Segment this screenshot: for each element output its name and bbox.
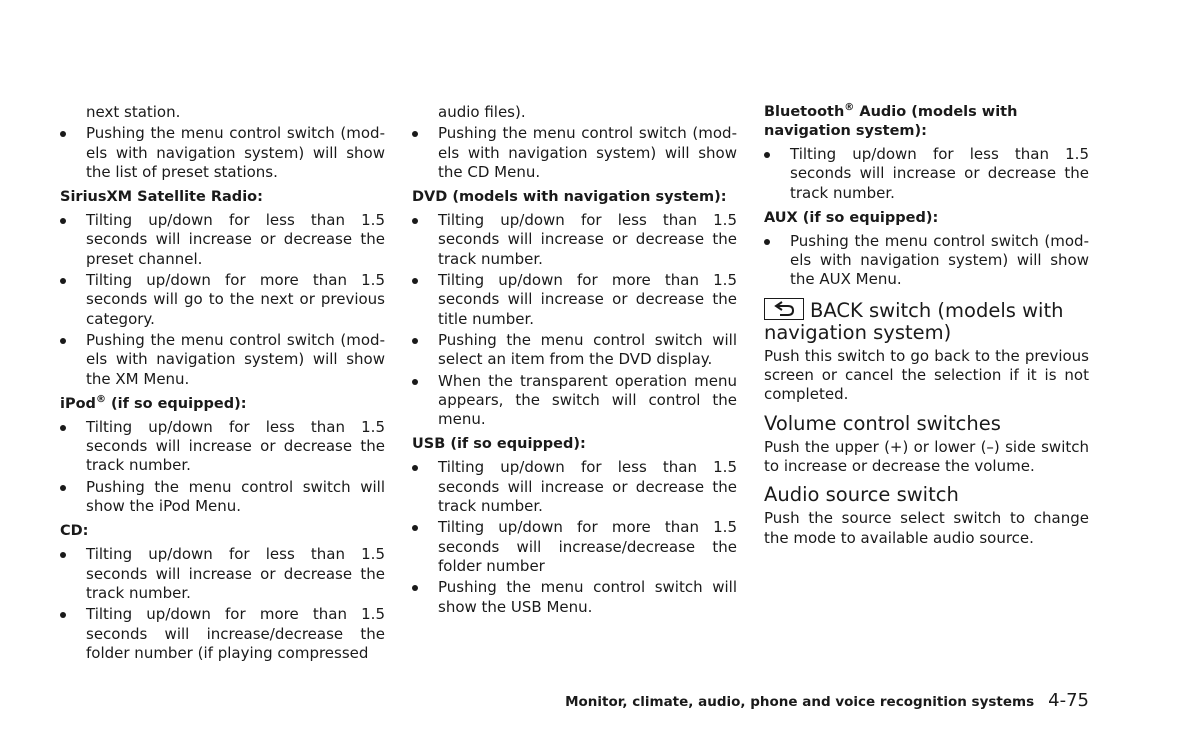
list-item: Pushing the menu control switch (mod- els with navigation system) will show the XM Menu. — [60, 331, 385, 389]
bullet-icon — [412, 465, 418, 471]
page-footer — [565, 690, 1089, 711]
bullet-icon — [764, 152, 770, 158]
back-switch-text: Push this switch to go back to the previous screen or cancel the selection if it is not completed. — [764, 346, 1089, 404]
continued-text: audio files). — [438, 103, 526, 121]
section-heading-usb: USB (if so equipped): — [412, 436, 586, 453]
bullet-icon — [412, 379, 418, 385]
bullet-icon — [60, 485, 66, 491]
bullet-icon — [764, 239, 770, 245]
section-heading-cd: CD: — [60, 523, 89, 540]
bullet-icon — [412, 525, 418, 531]
section-heading-ipod: iPod® (if so equipped): — [60, 394, 247, 412]
volume-text: Push the upper (+) or lower (–) side switch to increase or decrease the volume. — [764, 437, 1089, 475]
continued-text: next station. — [86, 103, 181, 121]
page-number: 4-75 — [1048, 690, 1089, 711]
list-item: Pushing the menu control switch (mod- els with navigation system) will show the list of preset stations. — [60, 124, 385, 182]
list-item: Tilting up/down for less than 1.5 seconds will increase or decrease the track number. — [60, 545, 385, 603]
back-arrow-icon — [764, 298, 804, 320]
list-item: Pushing the menu control switch will show the USB Menu. — [412, 578, 737, 617]
bullet-icon — [60, 218, 66, 224]
list-item: Tilting up/down for less than 1.5 seconds will increase or decrease the track number. — [60, 418, 385, 476]
list-item: Pushing the menu control switch (mod- els with navigation system) will show the AUX Menu. — [764, 232, 1089, 290]
section-heading-bluetooth: Bluetooth® Audio (models with navigation system): — [764, 102, 1018, 139]
section-heading-siriusxm: SiriusXM Satellite Radio: — [60, 189, 263, 206]
list-item: Pushing the menu control switch (mod- els with navigation system) will show the CD Menu. — [412, 124, 737, 182]
list-item: Tilting up/down for more than 1.5 seconds will increase or decrease the title number. — [412, 271, 737, 329]
list-item: Tilting up/down for less than 1.5 seconds will increase or decrease the preset channel. — [60, 211, 385, 269]
back-switch-heading: BACK switch (models with navigation system) — [764, 298, 1064, 344]
section-heading-dvd: DVD (models with navigation system): — [412, 189, 727, 206]
list-item: Tilting up/down for more than 1.5 seconds will increase/decrease the folder number (if playing compressed — [60, 605, 385, 663]
bullet-icon — [412, 338, 418, 344]
column-2 — [412, 103, 737, 619]
bullet-icon — [60, 552, 66, 558]
bullet-icon — [60, 278, 66, 284]
bullet-icon — [60, 338, 66, 344]
list-item: Tilting up/down for more than 1.5 seconds will go to the next or previous category. — [60, 271, 385, 329]
bullet-icon — [60, 612, 66, 618]
footer-title: Monitor, climate, audio, phone and voice recognition systems — [565, 694, 1035, 710]
list-item: Pushing the menu control switch will show the iPod Menu. — [60, 478, 385, 517]
column-1 — [60, 103, 385, 665]
list-item: Pushing the menu control switch will select an item from the DVD display. — [412, 331, 737, 370]
bullet-icon — [412, 278, 418, 284]
volume-heading: Volume control switches — [764, 411, 1001, 435]
section-heading-aux: AUX (if so equipped): — [764, 209, 939, 226]
audio-source-text: Push the source select switch to change the mode to available audio source. — [764, 509, 1089, 547]
column-3 — [764, 103, 1089, 548]
bullet-icon — [412, 131, 418, 137]
bullet-icon — [60, 131, 66, 137]
list-item: Tilting up/down for more than 1.5 seconds will increase/decrease the folder number — [412, 518, 737, 576]
list-item: When the transparent operation menu appears, the switch will control the menu. — [412, 372, 737, 430]
list-item: Tilting up/down for less than 1.5 seconds will increase or decrease the track number. — [412, 211, 737, 269]
bullet-icon — [60, 425, 66, 431]
list-item: Tilting up/down for less than 1.5 seconds will increase or decrease the track number. — [412, 458, 737, 516]
audio-source-heading: Audio source switch — [764, 483, 959, 507]
bullet-icon — [412, 585, 418, 591]
bullet-icon — [412, 218, 418, 224]
list-item: Tilting up/down for less than 1.5 seconds will increase or decrease the track number. — [764, 145, 1089, 203]
